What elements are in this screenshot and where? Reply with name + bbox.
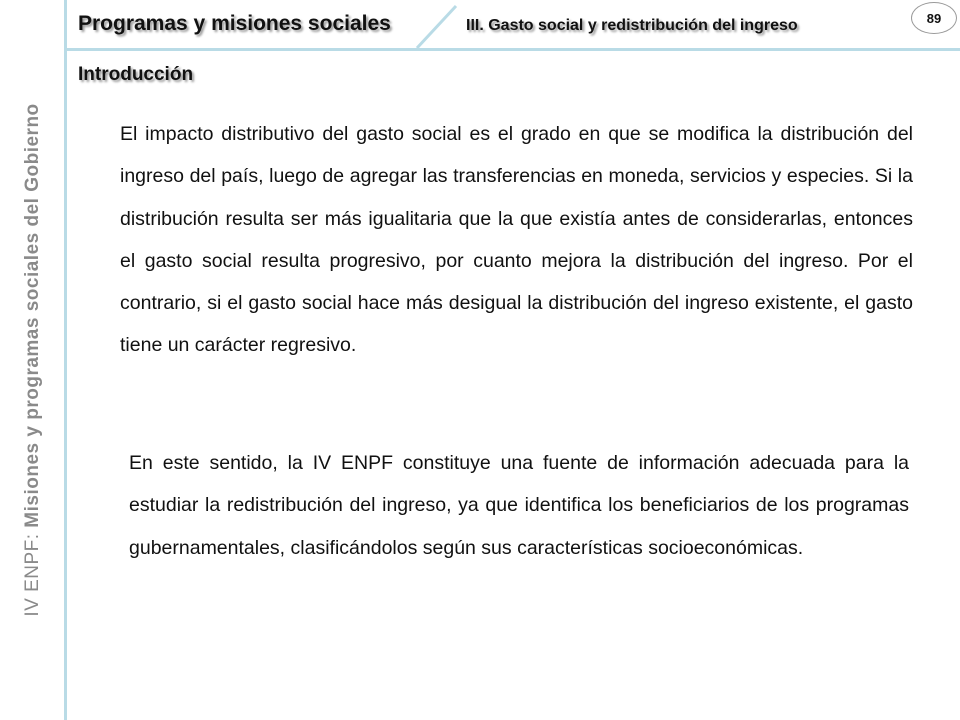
- header-title: Programas y misiones sociales: [78, 12, 391, 35]
- header-subtitle: III. Gasto social y redistribución del ingreso: [466, 17, 798, 34]
- vertical-side-title: [22, 103, 44, 616]
- page-number-badge: 89: [911, 2, 957, 34]
- side-title-prefix: IV ENPF:: [22, 533, 43, 617]
- body-paragraph-1: El impacto distributivo del gasto social es el grado en que se modifica la distribución del ingreso del país, luego de agregar las transferencias en moneda, servicios y especies. Si la distribución resulta ser más igualitaria que la que existía antes de considerarlas, entonces el gasto social resulta progresivo, por cuanto mejora la distribución del ingreso. Por el contrario, si el gasto social hace más desigual la distribución del ingreso existente, el gasto tiene un carácter regresivo.: [120, 123, 913, 357]
- section-title: Introducción: [78, 64, 194, 85]
- header-divider: [67, 48, 960, 51]
- side-divider: [64, 0, 67, 720]
- body-paragraph-2: En este sentido, la IV ENPF constituye una fuente de información adecuada para la estudiar la redistribución del ingreso, ya que identifica los beneficiarios de los programas gubernamentales, clasificándolos según sus características socioeconómicas.: [129, 452, 909, 559]
- side-title-text: Misiones y programas sociales del Gobierno: [22, 103, 43, 528]
